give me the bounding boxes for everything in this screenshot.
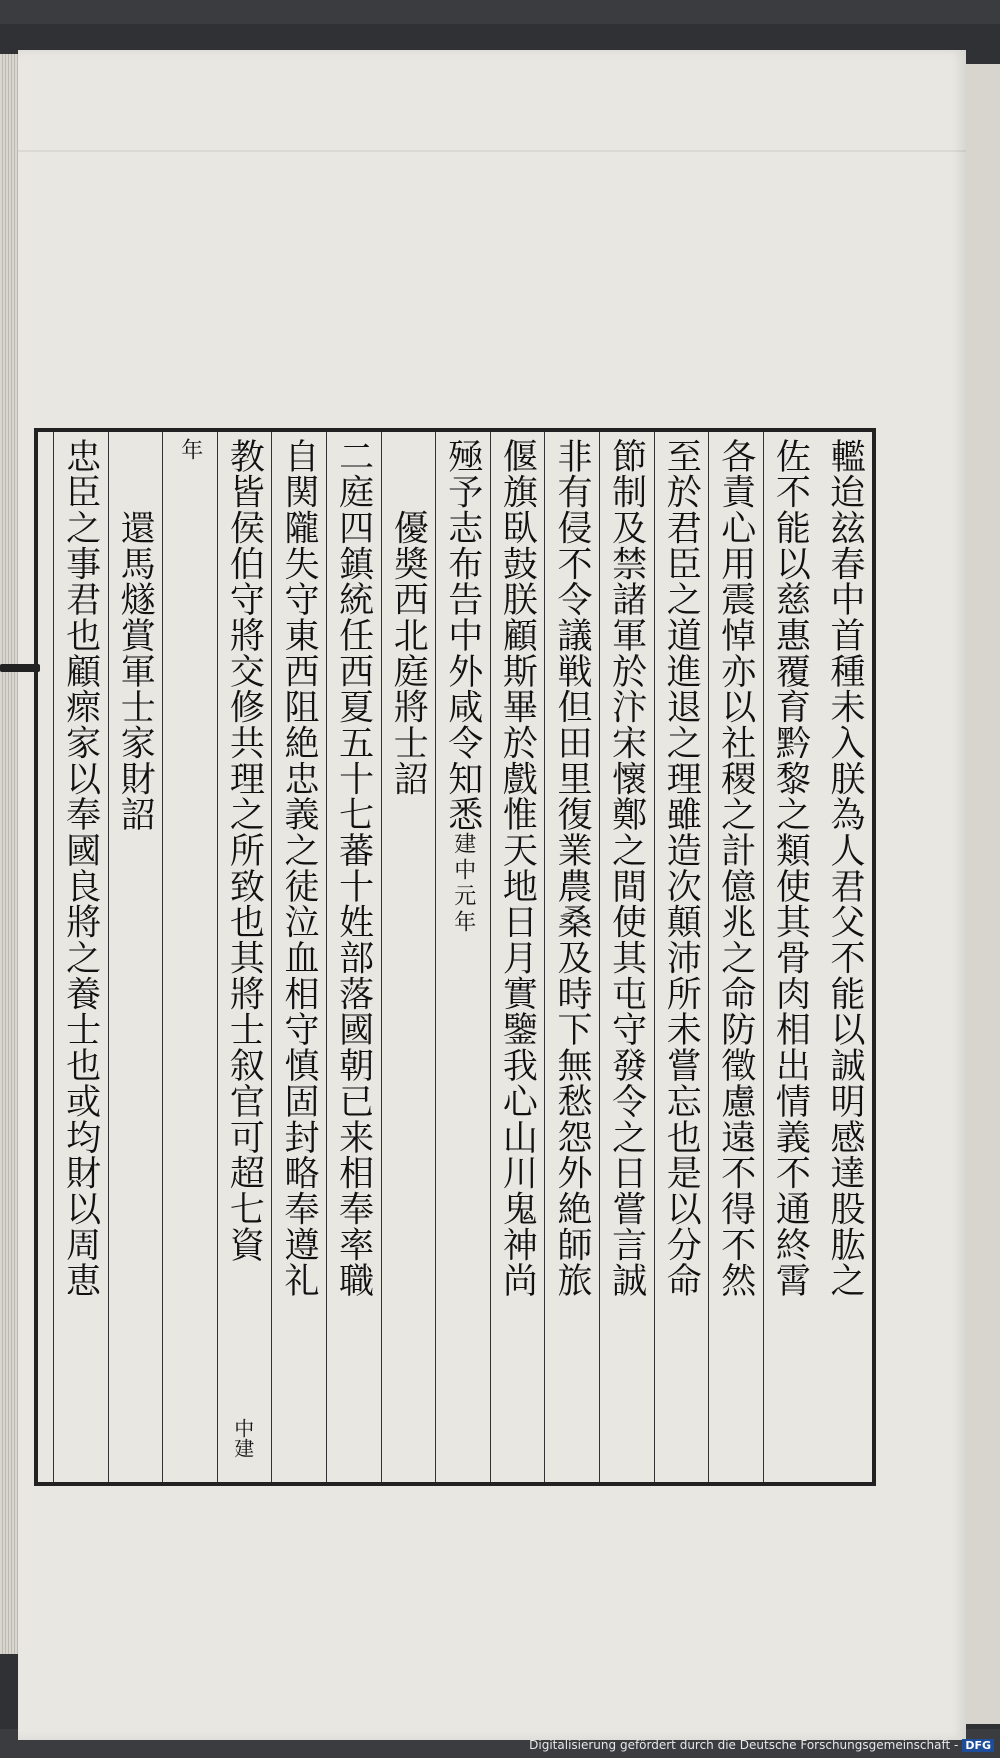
column-text: 各責心用震悼亦以社稷之計億兆之命防徵慮遠不得不然 <box>715 438 756 1299</box>
text-frame <box>34 428 876 1486</box>
column-text: 非有侵不令議戦但田里復業農桑及時下無愁怨外絶師旅 <box>551 438 592 1299</box>
column-text: 自関隴失守東西阻絶忠義之徒泣血相守慎固封略奉遵礼 <box>278 438 319 1299</box>
right-page-leaf <box>966 64 1000 1724</box>
text-column <box>763 432 818 1482</box>
page-fold-line <box>18 150 966 152</box>
column-text: 優奬西北庭將士詔 <box>388 438 429 797</box>
column-small-text: 年 <box>177 438 203 464</box>
text-column <box>53 432 108 1482</box>
text-column <box>544 432 599 1482</box>
column-text: 轞迨玆春中首種未入朕為人君父不能以誠明感達股肱之 <box>824 438 865 1299</box>
text-column <box>490 432 545 1482</box>
text-column <box>217 432 272 1482</box>
column-text: 殛予志布告中外咸令知悉建中元年 <box>442 438 483 937</box>
column-text: 忠臣之事君也顧瘝家以奉國良將之養士也或均財以周恵 <box>60 438 101 1299</box>
dfg-logo: DFG <box>962 1739 994 1752</box>
text-column <box>654 432 709 1482</box>
credit-text: Digitalisierung gefördert durch die Deutsche Forschungsgemeinschaft - <box>529 1738 959 1752</box>
digitization-credit <box>529 1738 994 1752</box>
text-column <box>271 432 326 1482</box>
text-column <box>599 432 654 1482</box>
column-text: 佐不能以慈惠覆育黔黎之類使其骨肉相出情義不通終霄 <box>770 438 811 1299</box>
column-annotation: 中建 <box>230 1418 255 1458</box>
text-column <box>326 432 381 1482</box>
text-column <box>435 432 490 1482</box>
column-text: 還馬燧賞軍士家財詔 <box>115 438 156 833</box>
text-column <box>381 432 436 1482</box>
column-text: 教皆侯伯守將交修共理之所致也其將士叙官可超七資 <box>224 438 265 1263</box>
column-text: 至於君臣之道進退之理雖造次顛沛所未嘗忘也是以分命 <box>661 438 702 1299</box>
text-column <box>817 432 872 1482</box>
column-small-text: 建中元年 <box>450 832 476 937</box>
column-text: 偃旗臥鼓朕顧斯畢於戲惟天地日月實鑒我心山川鬼神尚 <box>497 438 538 1299</box>
column-text: 節制及禁諸軍於汴宋懷鄭之間使其屯守發令之日嘗言誠 <box>606 438 647 1299</box>
text-column <box>108 432 163 1482</box>
column-text: 二庭四鎮統任西夏五十七蕃十姓部落國朝已来相奉率職 <box>333 438 374 1299</box>
column-text <box>163 438 217 464</box>
text-column <box>708 432 763 1482</box>
text-column <box>162 432 217 1482</box>
